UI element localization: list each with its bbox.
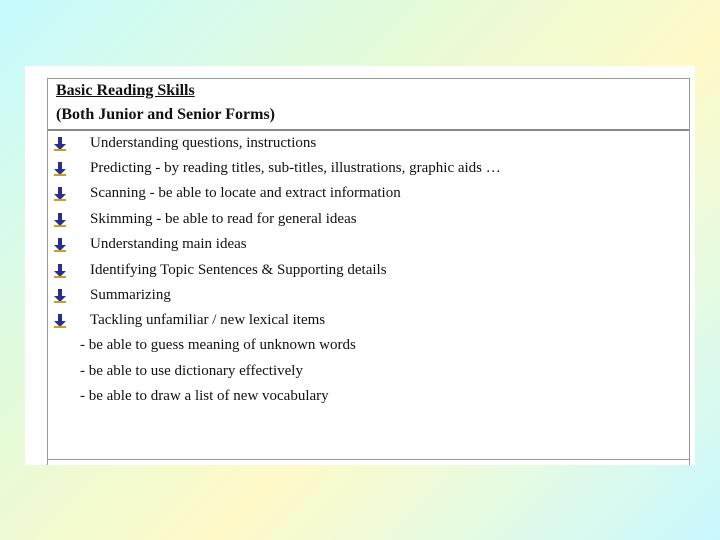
list-item	[48, 312, 689, 337]
arrow-bullet-icon	[54, 187, 66, 201]
list-item	[48, 287, 689, 312]
list-item	[48, 236, 689, 261]
list-item-label: Summarizing	[90, 287, 171, 303]
list-item-label: Scanning - be able to locate and extract information	[90, 185, 401, 201]
arrow-bullet-icon	[54, 314, 66, 328]
skills-table	[47, 78, 690, 465]
list-item	[48, 262, 689, 287]
arrow-bullet-icon	[54, 264, 66, 278]
list-item-label: Tackling unfamiliar / new lexical items	[90, 312, 326, 328]
table-bottom-divider	[48, 459, 689, 460]
list-item-label: Understanding questions, instructions	[90, 135, 317, 151]
list-item	[48, 211, 689, 236]
list-item-label: Skimming - be able to read for general ideas	[90, 211, 357, 227]
list-item-label: Predicting - by reading titles, sub-titles, illustrations, graphic aids …	[90, 160, 501, 176]
arrow-bullet-icon	[54, 137, 66, 151]
page-subtitle: (Both Junior and Senior Forms)	[56, 106, 275, 123]
arrow-bullet-icon	[54, 162, 66, 176]
page-title: Basic Reading Skills	[56, 82, 195, 99]
sub-list-item	[48, 363, 689, 388]
list-item	[48, 185, 689, 210]
list-item	[48, 160, 689, 185]
list-item-label: Identifying Topic Sentences & Supporting details	[90, 262, 387, 278]
arrow-bullet-icon	[54, 238, 66, 252]
list-item-label: Understanding main ideas	[90, 236, 247, 252]
sub-list-item	[48, 388, 689, 413]
document-page	[25, 66, 695, 465]
sub-list-item-label: - be able to draw a list of new vocabulary	[80, 388, 329, 404]
list-item	[48, 135, 689, 160]
arrow-bullet-icon	[54, 213, 66, 227]
sub-list-item	[48, 337, 689, 362]
table-header	[48, 79, 689, 131]
sub-list-item-label: - be able to guess meaning of unknown words	[80, 337, 356, 353]
sub-list-item-label: - be able to use dictionary effectively	[80, 363, 303, 379]
arrow-bullet-icon	[54, 289, 66, 303]
